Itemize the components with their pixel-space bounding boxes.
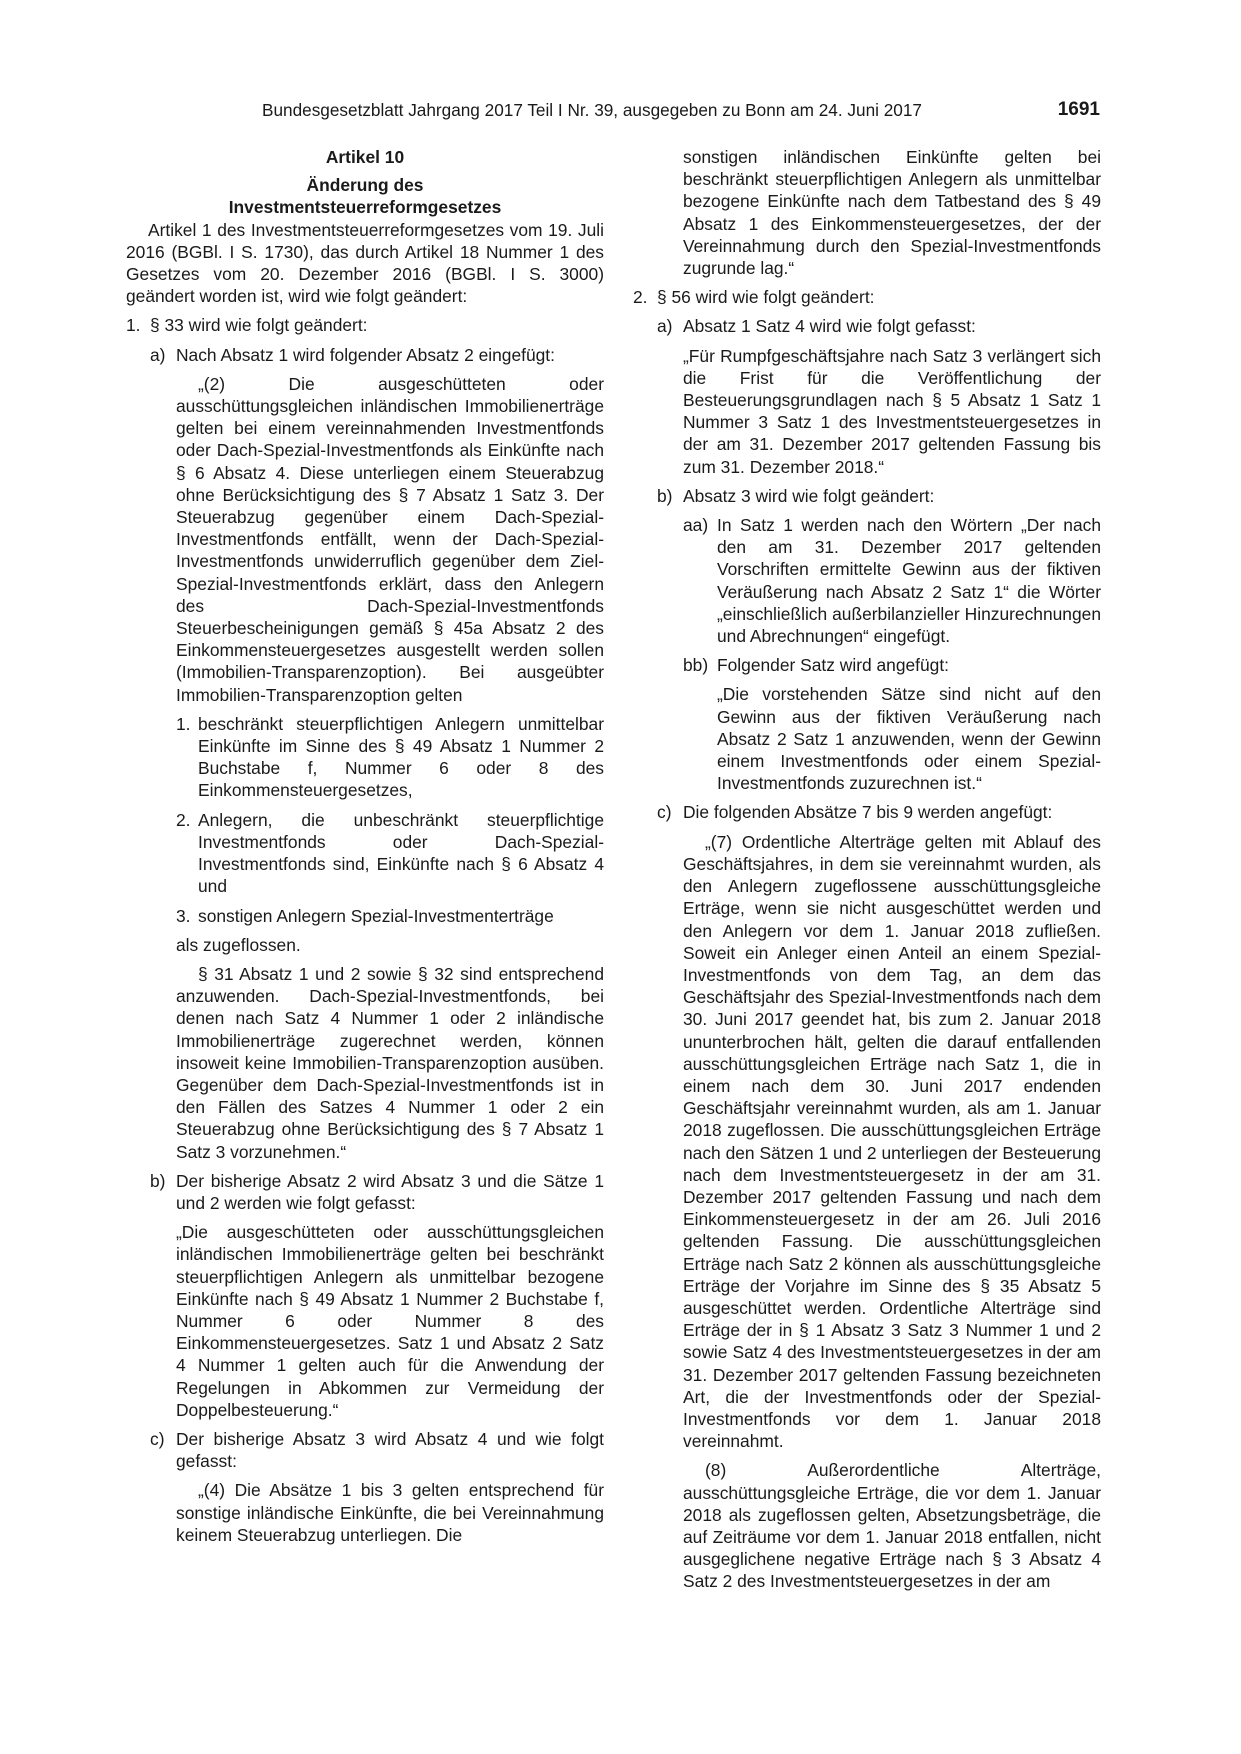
item-label: b) xyxy=(150,1170,166,1191)
quote-rumpfgeschaeftsjahre: „Für Rumpfgeschäftsjahre nach Satz 3 verlängert sich die Frist für die Veröffentlichung der Besteuerungsgrundlagen nach § 5 Absatz 1 Satz 1 Nummer 3 Satz 1 des Investmentsteuergesetzes in der am 31. Dezember 2017 geltenden Fassung bis zum 31. Dezember 2018.“ xyxy=(683,345,1101,477)
quote-paragraph-3: „Die ausgeschütteten oder ausschüttungsgleichen inländischen Immobilienerträge gelten bei beschränkt steuerpflichtigen Anlegern als unmittelbar bezogene Einkünfte nach § 49 Absatz 1 Nummer 2 Buchstabe f, Nummer 6 oder Nummer 8 des Einkommensteuergesetzes. Satz 1 und Absatz 2 Satz 4 Nummer 1 gelten auch für die Anwendung der Regelungen in Abkommen zur Vermeidung der Doppelbesteuerung.“ xyxy=(176,1222,604,1420)
quote-paragraph-8: (8) Außerordentliche Alterträge, ausschüttungsgleiche Erträge, die vor dem 1. Januar 2018 als zugeflossen gelten, Absetzungsbeträge, die auf Zeiträume vor dem 1. Januar 2018 entfallen, nicht ausgeglichene negative Erträge nach § 3 Absatz 4 Satz 2 des Investmentsteuergesetzes in der am xyxy=(683,1460,1101,1592)
right-column xyxy=(633,146,1101,1593)
left-column xyxy=(126,146,604,1546)
running-title: Bundesgesetzblatt Jahrgang 2017 Teil I Nr. 39, ausgegeben zu Bonn am 24. Juni 2017 xyxy=(262,100,922,120)
item-label: 1. xyxy=(176,713,191,734)
item-label: c) xyxy=(150,1428,165,1449)
continuation-text: sonstigen inländischen Einkünfte gelten bei beschränkt steuerpflichtigen Anlegern als unmittelbar bezogene Einkünfte nach dem Tatbestand des § 49 Absatz 1 des Einkommensteuergesetzes, der der Vereinnahmung durch den Spezial-Investmentfonds zugrunde lag.“ xyxy=(683,147,1101,279)
page-header xyxy=(262,100,1100,124)
article-title: Artikel 10 xyxy=(325,147,405,167)
item-text: Die folgenden Absätze 7 bis 9 werden angefügt: xyxy=(683,802,1053,823)
subitem-1 xyxy=(176,713,604,802)
item-label: a) xyxy=(657,316,673,337)
item-label: 1. xyxy=(126,315,141,336)
page-number: 1691 xyxy=(1057,99,1100,120)
item-text: Absatz 1 Satz 4 wird wie folgt gefasst: xyxy=(683,316,976,337)
item-label: 2. xyxy=(176,809,191,830)
heading-line-2: Investmentsteuerreformgesetzes xyxy=(228,197,502,218)
item-text: § 33 wird wie folgt geändert: xyxy=(150,315,368,336)
item-1b xyxy=(150,1170,604,1214)
item-2b-aa xyxy=(683,514,1101,647)
item-text: § 56 wird wie folgt geändert: xyxy=(657,287,875,308)
item-text: Folgender Satz wird angefügt: xyxy=(717,655,950,676)
item-label: a) xyxy=(150,344,166,365)
item-text: Der bisherige Absatz 2 wird Absatz 3 und die Sätze 1 und 2 werden wie folgt gefasst: xyxy=(176,1170,604,1213)
item-text: In Satz 1 werden nach den Wörtern „Der nach den am 31. Dezember 2017 geltenden Vorschriften ermittelte Gewinn aus der fiktiven Veräußerung nach Absatz 2 Satz 1“ die Wörter „einschließlich außerbilanzieller Hinzurechnungen und Abrechnungen“ eingefügt. xyxy=(717,515,1101,647)
item-2a xyxy=(657,315,1101,337)
item-1a xyxy=(150,344,604,366)
item-label: aa) xyxy=(683,515,709,536)
item-label: 2. xyxy=(633,287,648,308)
subitem-3 xyxy=(176,905,604,927)
item-2 xyxy=(633,286,1101,308)
quote-paragraph-2: „(2) Die ausgeschütteten oder ausschüttungsgleichen inländischen Immobilienerträge gelten bei einem vereinnahmenden Investmentfonds oder Dach-Spezial-Investmentfonds als Einkünfte nach § 6 Absatz 4. Diese unterliegen einem Steuerabzug ohne Berücksichtigung des § 7 Absatz 1 Satz 3. Der Steuerabzug gegenüber einem Dach-Spezial-Investmentfonds entfällt, wenn der Dach-Spezial-Investmentfonds unwiderruflich gegenüber dem Ziel-Spezial-Investmentfonds erklärt, dass den Anlegern des Dach-Spezial-Investmentfonds Steuerbescheinigungen gemäß § 45a Absatz 2 des Einkommensteuergesetzes ausgestellt werden sollen (Immobilien-Transparenzoption). Bei ausgeübter Immobilien-Transparenzoption gelten xyxy=(176,373,604,705)
item-text: Der bisherige Absatz 3 wird Absatz 4 und wie folgt gefasst: xyxy=(176,1428,604,1472)
item-label: c) xyxy=(657,802,672,823)
quote-vorstehende-saetze: „Die vorstehenden Sätze sind nicht auf den Gewinn aus der fiktiven Veräußerung nach Absatz 2 Satz 1 anzuwenden, wenn der Gewinn einem Investmentfonds oder einem Spezial-Investmentfonds zuzurechnen ist.“ xyxy=(717,684,1101,794)
item-label: b) xyxy=(657,485,673,506)
item-text: Nach Absatz 1 wird folgender Absatz 2 eingefügt: xyxy=(176,344,555,365)
subitem-2 xyxy=(176,809,604,898)
quote-paragraph-4: „(4) Die Absätze 1 bis 3 gelten entsprechend für sonstige inländische Einkünfte, die bei Vereinnahmung keinem Steuerabzug unterliegen. Die xyxy=(176,1480,604,1545)
item-text: Anlegern, die unbeschränkt steuerpflichtige Investmentfonds oder Dach-Spezial-Investmentfonds sind, Einkünfte nach § 6 Absatz 4 und xyxy=(198,809,604,897)
item-1c xyxy=(150,1428,604,1472)
item-text: beschränkt steuerpflichtigen Anlegern unmittelbar Einkünfte im Sinne des § 49 Absatz 1 Nummer 2 Buchstabe f, Nummer 6 oder 8 des Einkommensteuergesetzes, xyxy=(198,713,604,801)
heading-line-1: Änderung des xyxy=(306,175,424,196)
after-subitems: als zugeflossen. xyxy=(176,934,301,955)
item-text: sonstigen Anlegern Spezial-Investmenterträge xyxy=(198,905,554,926)
intro-paragraph: Artikel 1 des Investmentsteuerreformgesetzes vom 19. Juli 2016 (BGBl. I S. 1730), das durch Artikel 18 Nummer 1 des Gesetzes vom 20. Dezember 2016 (BGBl. I S. 3000) geändert worden ist, wird wie folgt geändert: xyxy=(126,219,604,307)
item-label: 3. xyxy=(176,905,191,926)
quote-paragraph-2-cont: § 31 Absatz 1 und 2 sowie § 32 sind entsprechend anzuwenden. Dach-Spezial-Investmentfonds, bei denen nach Satz 4 Nummer 1 oder 2 inländische Immobilienerträge zugerechnet werden, können insoweit keine Immobilien-Transparenzoption ausüben. Gegenüber dem Dach-Spezial-Investmentfonds ist in den Fällen des Satzes 4 Nummer 1 oder 2 ein Steuerabzug ohne Berücksichtigung des § 7 Absatz 1 Satz 3 vorzunehmen.“ xyxy=(176,963,604,1162)
item-2b xyxy=(657,485,1101,507)
item-1 xyxy=(126,314,604,336)
item-text: Absatz 3 wird wie folgt geändert: xyxy=(683,485,935,506)
item-label: bb) xyxy=(683,655,709,676)
quote-paragraph-7: „(7) Ordentliche Alterträge gelten mit Ablauf des Geschäftsjahres, in dem sie vereinnahmt wurden, als den Anlegern zugeflossene ausschüttungsgleiche Erträge, wenn sie nicht ausgeschüttet werden und den Anlegern vor dem 1. Januar 2018 zufließen. Soweit ein Anleger einen Anteil an einem Spezial-Investmentfonds von dem Tag, an dem das Geschäftsjahr des Spezial-Investmentfonds nach dem 30. Juni 2017 geendet hat, bis zum 2. Januar 2018 ununterbrochen hält, gelten die darauf entfallenden ausschüttungsgleichen Erträge nach Satz 1, die in einem nach dem 30. Juni 2017 endenden Geschäftsjahr vereinnahmt wurden, als am 1. Januar 2018 zugeflossen. Die ausschüttungsgleichen Erträge nach den Sätzen 1 und 2 unterliegen der Besteuerung nach dem Investmentsteuergesetz in der am 31. Dezember 2017 geltenden Fassung und nach dem Einkommensteuergesetz in der am 26. Juli 2016 geltenden Fassung. Die ausschüttungsgleichen Erträge nach Satz 2 können als ausschüttungsgleiche Erträge der Vorjahre im Sinne des § 35 Absatz 5 ausgeschüttet werden. Ordentliche Alterträge sind Erträge der in § 1 Absatz 3 Satz 3 Nummer 1 und 2 sowie Satz 4 des Investmentsteuergesetzes in der am 31. Dezember 2017 geltenden Fassung bezeichneten Art, die der Investmentfonds oder der Spezial-Investmentfonds vor dem 1. Januar 2018 vereinnahmt. xyxy=(683,831,1101,1452)
item-2b-bb xyxy=(683,654,1101,676)
item-2c xyxy=(657,801,1101,823)
